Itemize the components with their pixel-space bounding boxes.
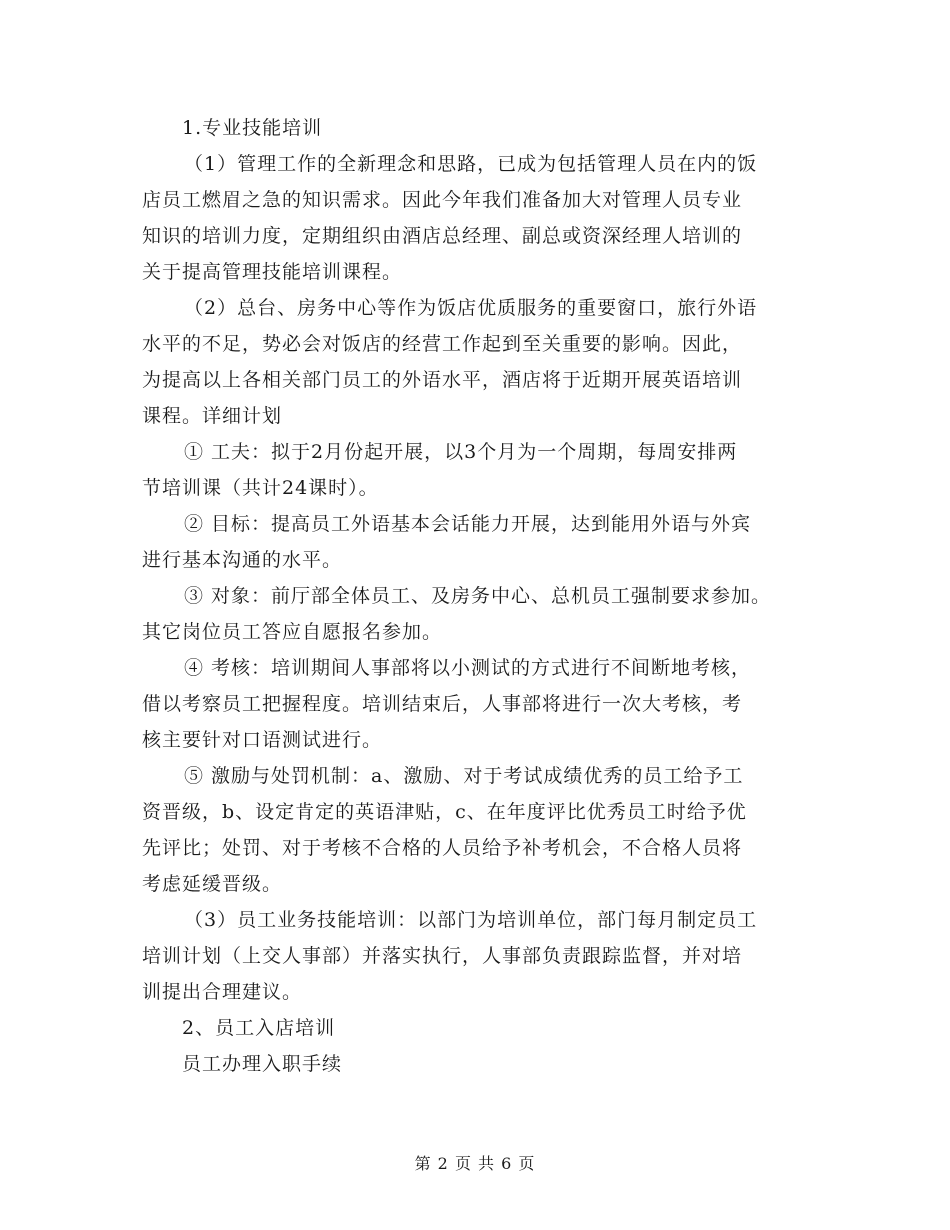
document-body xyxy=(142,110,810,1082)
paragraph-3 xyxy=(142,902,810,1010)
text-line: 店员工燃眉之急的知识需求。因此今年我们准备加大对管理人员专业 xyxy=(142,189,743,211)
paragraph-1 xyxy=(142,146,810,290)
text-line: 考虑延缓晋级。 xyxy=(142,873,283,895)
page-number-footer: 第 2 页 共 6 页 xyxy=(414,1154,536,1173)
text-line: 培训计划（上交人事部）并落实执行，人事部负责跟踪监督，并对培 xyxy=(142,945,743,967)
text-line: ⑤ 激励与处罚机制：a、激励、对于考试成绩优秀的员工给予工 xyxy=(184,765,744,787)
text-line: （3）员工业务技能培训：以部门为培训单位，部门每月制定员工 xyxy=(184,909,758,931)
list-item-duration xyxy=(142,434,810,506)
text-line: 2、员工入店培训 xyxy=(182,1017,336,1039)
text-line: 训提出合理建议。 xyxy=(142,981,303,1003)
text-line: 核主要针对口语测试进行。 xyxy=(142,729,383,751)
text-line: 借以考察员工把握程度。培训结束后，人事部将进行一次大考核，考 xyxy=(142,693,743,715)
text-line: 课程。详细计划 xyxy=(142,405,283,427)
paragraph-2 xyxy=(142,290,810,434)
text-line: 先评比；处罚、对于考核不合格的人员给予补考机会，不合格人员将 xyxy=(142,837,743,859)
section-heading-2 xyxy=(142,1010,810,1046)
text-line: ② 目标：提高员工外语基本会话能力开展，达到能用外语与外宾 xyxy=(184,513,752,535)
text-line: 节培训课（共计24课时）。 xyxy=(142,477,379,499)
text-line: 知识的培训力度，定期组织由酒店总经理、副总或资深经理人培训的 xyxy=(142,225,743,247)
text-line: 为提高以上各相关部门员工的外语水平，酒店将于近期开展英语培训 xyxy=(142,369,743,391)
text-line: 水平的不足，势必会对饭店的经营工作起到至关重要的影响。因此， xyxy=(142,333,743,355)
section-heading-1 xyxy=(142,110,810,146)
text-line: 进行基本沟通的水平。 xyxy=(142,549,343,571)
text-line: 关于提高管理技能培训课程。 xyxy=(142,261,403,283)
text-line: 资晋级，b、设定肯定的英语津贴，c、在年度评比优秀员工时给予优 xyxy=(142,801,747,823)
text-line: 1.专业技能培训 xyxy=(182,117,323,139)
list-item-incentive xyxy=(142,758,810,902)
text-line: ④ 考核：培训期间人事部将以小测试的方式进行不间断地考核， xyxy=(184,657,752,679)
text-line: （1）管理工作的全新理念和思路，已成为包括管理人员在内的饭 xyxy=(184,153,758,175)
text-line: （2）总台、房务中心等作为饭店优质服务的重要窗口，旅行外语 xyxy=(184,297,758,319)
text-line: 其它岗位员工答应自愿报名参加。 xyxy=(142,621,443,643)
text-line: ③ 对象：前厅部全体员工、及房务中心、总机员工强制要求参加。 xyxy=(184,585,772,607)
text-line: ① 工夫：拟于2月份起开展，以3个月为一个周期，每周安排两 xyxy=(184,441,738,463)
list-item-assessment xyxy=(142,650,810,758)
text-line: 员工办理入职手续 xyxy=(182,1053,343,1075)
list-item-target xyxy=(142,578,810,650)
list-item-goal xyxy=(142,506,810,578)
section-heading-3 xyxy=(142,1046,810,1082)
